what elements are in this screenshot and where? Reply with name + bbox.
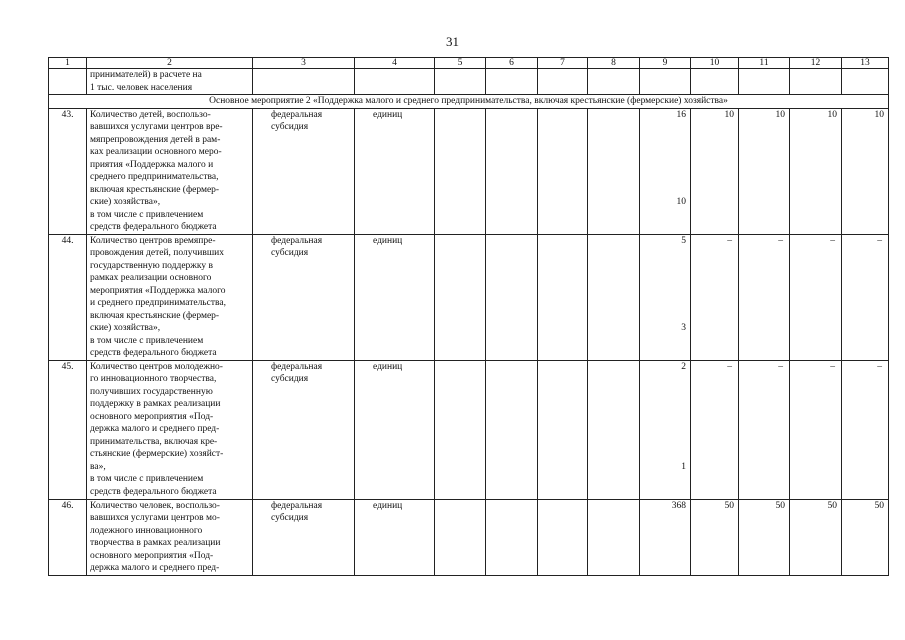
funding-source-cell [253, 108, 355, 234]
funding-source-line: федеральная [271, 109, 323, 120]
page-number: 31 [446, 34, 459, 49]
indicator-name-line: основного мероприятия «Под- [90, 411, 214, 422]
indicator-name-line: го инновационного творчества, [90, 374, 217, 384]
funding-source-line: субсидия [271, 513, 309, 523]
column-header: 13 [842, 58, 889, 69]
funding-source-line: субсидия [271, 248, 309, 258]
value-total: 16 [676, 109, 686, 120]
value-col13: – [842, 234, 889, 360]
column-header: 8 [588, 58, 640, 69]
funding-source-cell [253, 360, 355, 499]
funding-source-cell [253, 499, 355, 575]
indicator-name-line: вавшихся услугами центров вре- [90, 122, 223, 132]
funding-source-line: федеральная [271, 235, 323, 246]
indicator-name-line: ские) хозяйства», [90, 197, 161, 207]
table-row [49, 108, 889, 234]
row-number: 46. [49, 499, 87, 575]
indicator-name-line: стьянские (фермерские) хозяйст- [90, 449, 224, 459]
indicator-name-line: приятия «Поддержка малого и [90, 159, 214, 170]
indicator-name-cell [87, 360, 253, 499]
value-col13: 10 [842, 108, 889, 234]
indicator-name-line: Количество центров молодежно- [90, 361, 223, 372]
value-col12: – [790, 360, 842, 499]
indicator-name-line: Количество центров времяпре- [90, 235, 216, 246]
value-federal: 1 [681, 462, 686, 472]
indicator-name-line: получивших государственную [90, 386, 213, 397]
funding-source-line: субсидия [271, 374, 309, 384]
table-row [49, 499, 889, 575]
indicator-name-line: ва», [90, 461, 106, 472]
indicator-name-line: 1 тыс. человек населения [90, 82, 193, 93]
indicator-name-line: основного мероприятия «Под- [90, 550, 214, 561]
indicator-name-line: мероприятия «Поддержка малого [90, 285, 226, 296]
indicator-name-line: мяпрепровождения детей в рам- [90, 134, 221, 145]
column-header: 4 [355, 58, 435, 69]
column-header: 5 [435, 58, 486, 69]
indicator-name-line: средств федерального бюджета [90, 348, 217, 358]
row-number: 44. [49, 234, 87, 360]
row-number: 43. [49, 108, 87, 234]
indicator-name-cell [87, 234, 253, 360]
unit-cell: единиц [355, 360, 435, 499]
row-number: 45. [49, 360, 87, 499]
indicator-name-line: вавшихся услугами центров мо- [90, 513, 220, 523]
value-col10: 10 [691, 108, 739, 234]
indicator-name-line: Количество человек, воспользо- [90, 500, 220, 511]
indicators-table [48, 57, 889, 576]
indicator-name-line: и среднего предпринимательства, [90, 298, 226, 308]
value-col13: 50 [842, 499, 889, 575]
value-col10: 50 [691, 499, 739, 575]
column-header: 11 [739, 58, 790, 69]
indicator-name-cell [87, 108, 253, 234]
column-header: 2 [87, 58, 253, 69]
indicator-name-line: в том числе с привлечением [90, 335, 204, 346]
indicator-name-line: лодежного инновационного [90, 525, 203, 536]
indicator-name-cell [87, 69, 253, 95]
indicator-name-line: включая крестьянские (фермер- [90, 184, 220, 195]
value-federal: 10 [676, 197, 686, 207]
value-col11: – [739, 234, 790, 360]
row-number-cell [49, 69, 87, 95]
indicator-name-line: средств федерального бюджета [90, 222, 217, 232]
indicator-name-line: средств федерального бюджета [90, 486, 217, 497]
value-col11: 10 [739, 108, 790, 234]
indicator-name-line: ках реализации основного меро- [90, 147, 222, 157]
column-header: 6 [486, 58, 538, 69]
indicator-name-line: поддержку в рамках реализации [90, 399, 221, 409]
funding-source-line: федеральная [271, 500, 323, 511]
section-row [49, 95, 889, 109]
value-col12: 10 [790, 108, 842, 234]
carryover-row [49, 69, 889, 95]
indicator-name-line: ские) хозяйства», [90, 323, 161, 333]
indicator-name-line: принимателей) в расчете на [90, 70, 202, 80]
value-col11: 50 [739, 499, 790, 575]
value-col9-cell [640, 108, 691, 234]
value-total: 2 [681, 361, 686, 372]
value-col10: – [691, 360, 739, 499]
value-col10: – [691, 234, 739, 360]
indicator-name-line: принимательства, включая кре- [90, 436, 218, 447]
column-number-header-row [49, 58, 889, 69]
value-col12: – [790, 234, 842, 360]
indicator-name-line: Количество детей, воспользо- [90, 109, 211, 120]
indicator-name-cell [87, 499, 253, 575]
value-total: 5 [681, 235, 686, 246]
indicator-name-line: держка малого и среднего пред- [90, 424, 220, 434]
indicator-name-line: провождения детей, получивших [90, 248, 224, 258]
funding-source-cell [253, 234, 355, 360]
funding-source-line: субсидия [271, 122, 309, 132]
section-title: Основное мероприятие 2 «Поддержка малого и среднего предпринимательства, включая крестьянские (фермерские) хозяйства» [49, 95, 889, 109]
value-col9-cell [640, 234, 691, 360]
value-col9-cell [640, 360, 691, 499]
value-federal: 3 [681, 323, 686, 333]
column-header: 9 [640, 58, 691, 69]
column-header: 1 [49, 58, 87, 69]
indicator-name-line: творчества в рамках реализации [90, 538, 221, 548]
value-col11: – [739, 360, 790, 499]
table-row [49, 360, 889, 499]
column-header: 3 [253, 58, 355, 69]
indicator-name-line: государственную поддержку в [90, 260, 213, 271]
value-col9: 368 [640, 499, 691, 575]
indicator-name-line: в том числе с привлечением [90, 209, 204, 220]
indicator-name-line: среднего предпринимательства, [90, 172, 219, 182]
column-header: 12 [790, 58, 842, 69]
value-col12: 50 [790, 499, 842, 575]
column-header: 10 [691, 58, 739, 69]
indicator-name-line: держка малого и среднего пред- [90, 563, 220, 573]
table-row [49, 234, 889, 360]
indicator-name-line: включая крестьянские (фермер- [90, 310, 220, 321]
unit-cell: единиц [355, 499, 435, 575]
value-col13: – [842, 360, 889, 499]
unit-cell: единиц [355, 234, 435, 360]
unit-cell: единиц [355, 108, 435, 234]
indicator-name-line: в том числе с привлечением [90, 474, 204, 484]
indicator-name-line: рамках реализации основного [90, 273, 212, 283]
funding-source-line: федеральная [271, 361, 323, 372]
column-header: 7 [538, 58, 588, 69]
